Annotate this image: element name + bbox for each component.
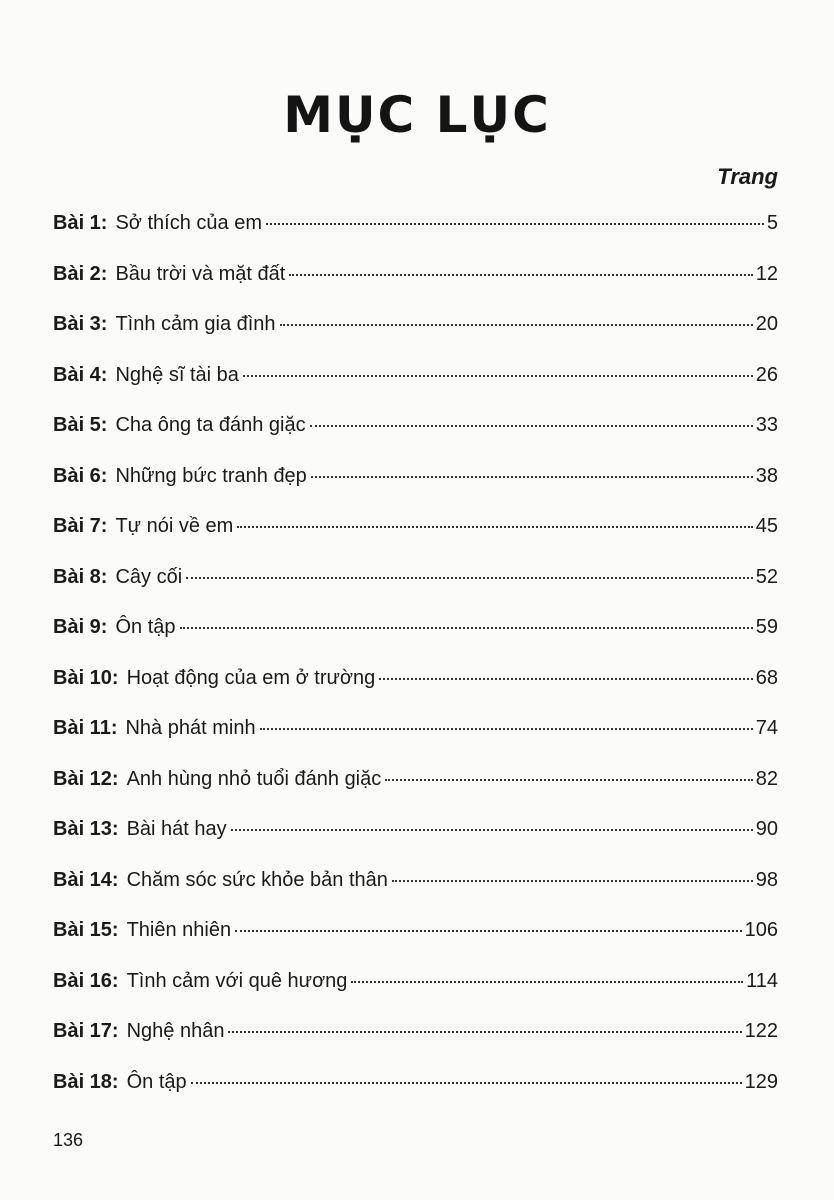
- lesson-number: Bài 8:: [53, 565, 108, 588]
- dot-leader: [260, 728, 753, 730]
- lesson-title: Nhà phát minh: [125, 717, 256, 739]
- lesson-title: Những bức tranh đẹp: [115, 464, 307, 487]
- lesson-title: Ôn tập: [126, 1070, 187, 1093]
- dot-leader: [243, 375, 753, 377]
- lesson-number: Bài 6:: [53, 464, 108, 487]
- lesson-title: Ôn tập: [115, 616, 176, 638]
- dot-leader: [237, 526, 752, 528]
- lesson-page: 59: [755, 616, 778, 638]
- dot-leader: [191, 1082, 742, 1084]
- lesson-page: 82: [755, 767, 778, 790]
- lesson-page: 74: [755, 717, 778, 739]
- lesson-title: Bài hát hay: [126, 818, 227, 840]
- lesson-page: 122: [744, 1020, 778, 1042]
- lesson-title: Anh hùng nhỏ tuổi đánh giặc: [126, 767, 382, 790]
- lesson-number: Bài 14:: [53, 868, 119, 891]
- toc-entry: [53, 263, 778, 314]
- dot-leader: [392, 880, 753, 882]
- lesson-page: 12: [755, 262, 778, 285]
- lesson-number: Bài 5:: [53, 414, 108, 436]
- dot-leader: [280, 324, 753, 326]
- lesson-page: 20: [755, 313, 778, 335]
- toc-entry: [53, 414, 778, 465]
- lesson-page: 106: [744, 919, 778, 941]
- toc-entry: [53, 818, 778, 869]
- dot-leader: [379, 678, 753, 680]
- dot-leader: [235, 930, 742, 932]
- lesson-page: 5: [766, 212, 778, 234]
- lesson-number: Bài 4:: [53, 363, 108, 386]
- dot-leader: [228, 1031, 741, 1033]
- lesson-page: 52: [755, 565, 778, 588]
- lesson-number: Bài 12:: [53, 767, 119, 790]
- lesson-page: 33: [755, 414, 778, 436]
- toc-entry: [53, 667, 778, 718]
- lesson-number: Bài 17:: [53, 1020, 119, 1042]
- lesson-page: 68: [755, 666, 778, 689]
- lesson-title: Hoạt động của em ở trường: [126, 666, 376, 689]
- toc-entry: [53, 313, 778, 364]
- toc-entry: [53, 919, 778, 970]
- toc-entry: [53, 566, 778, 617]
- toc-entry: [53, 515, 778, 566]
- dot-leader: [289, 274, 752, 276]
- lesson-number: Bài 15:: [53, 919, 119, 941]
- lesson-page: 26: [755, 363, 778, 386]
- lesson-number: Bài 18:: [53, 1070, 119, 1093]
- lesson-number: Bài 16:: [53, 969, 119, 992]
- dot-leader: [186, 577, 753, 579]
- lesson-number: Bài 10:: [53, 666, 119, 689]
- lesson-page: 38: [755, 464, 778, 487]
- toc-entry: [53, 768, 778, 819]
- lesson-number: Bài 2:: [53, 262, 108, 285]
- lesson-title: Nghệ sĩ tài ba: [115, 363, 239, 386]
- lesson-title: Tự nói về em: [115, 515, 234, 537]
- dot-leader: [311, 476, 753, 478]
- lesson-title: Cây cối: [115, 565, 183, 588]
- lesson-page: 98: [755, 868, 778, 891]
- dot-leader: [385, 779, 752, 781]
- dot-leader: [310, 425, 753, 427]
- lesson-title: Bầu trời và mặt đất: [115, 262, 286, 285]
- toc-entry: [53, 970, 778, 1021]
- toc-entry: [53, 869, 778, 920]
- toc-entry: [53, 212, 778, 263]
- lesson-page: 45: [755, 515, 778, 537]
- lesson-title: Thiên nhiên: [126, 919, 232, 941]
- table-of-contents: [53, 212, 778, 1121]
- lesson-number: Bài 11:: [53, 717, 118, 739]
- toc-entry: [53, 1071, 778, 1122]
- lesson-page: 114: [746, 969, 778, 992]
- dot-leader: [266, 223, 764, 225]
- page-number: 136: [53, 1130, 84, 1150]
- toc-entry: [53, 616, 778, 667]
- lesson-title: Chăm sóc sức khỏe bản thân: [126, 868, 388, 891]
- toc-entry: [53, 1020, 778, 1071]
- lesson-page: 129: [744, 1070, 778, 1093]
- lesson-number: Bài 3:: [53, 313, 108, 335]
- lesson-title: Tình cảm với quê hương: [126, 969, 348, 992]
- page-title: MỤC LỤC: [283, 85, 551, 144]
- toc-entry: [53, 717, 778, 768]
- lesson-title: Nghệ nhân: [126, 1020, 225, 1042]
- lesson-number: Bài 7:: [53, 515, 108, 537]
- dot-leader: [231, 829, 753, 831]
- lesson-number: Bài 1:: [53, 212, 108, 234]
- lesson-page: 90: [755, 818, 778, 840]
- page-column-label: Trang: [717, 164, 778, 189]
- dot-leader: [180, 627, 753, 629]
- lesson-title: Sở thích của em: [115, 212, 262, 234]
- toc-entry: [53, 364, 778, 415]
- lesson-title: Cha ông ta đánh giặc: [115, 414, 306, 436]
- toc-entry: [53, 465, 778, 516]
- lesson-number: Bài 9:: [53, 616, 108, 638]
- dot-leader: [351, 981, 743, 983]
- lesson-number: Bài 13:: [53, 818, 119, 840]
- lesson-title: Tình cảm gia đình: [115, 313, 276, 335]
